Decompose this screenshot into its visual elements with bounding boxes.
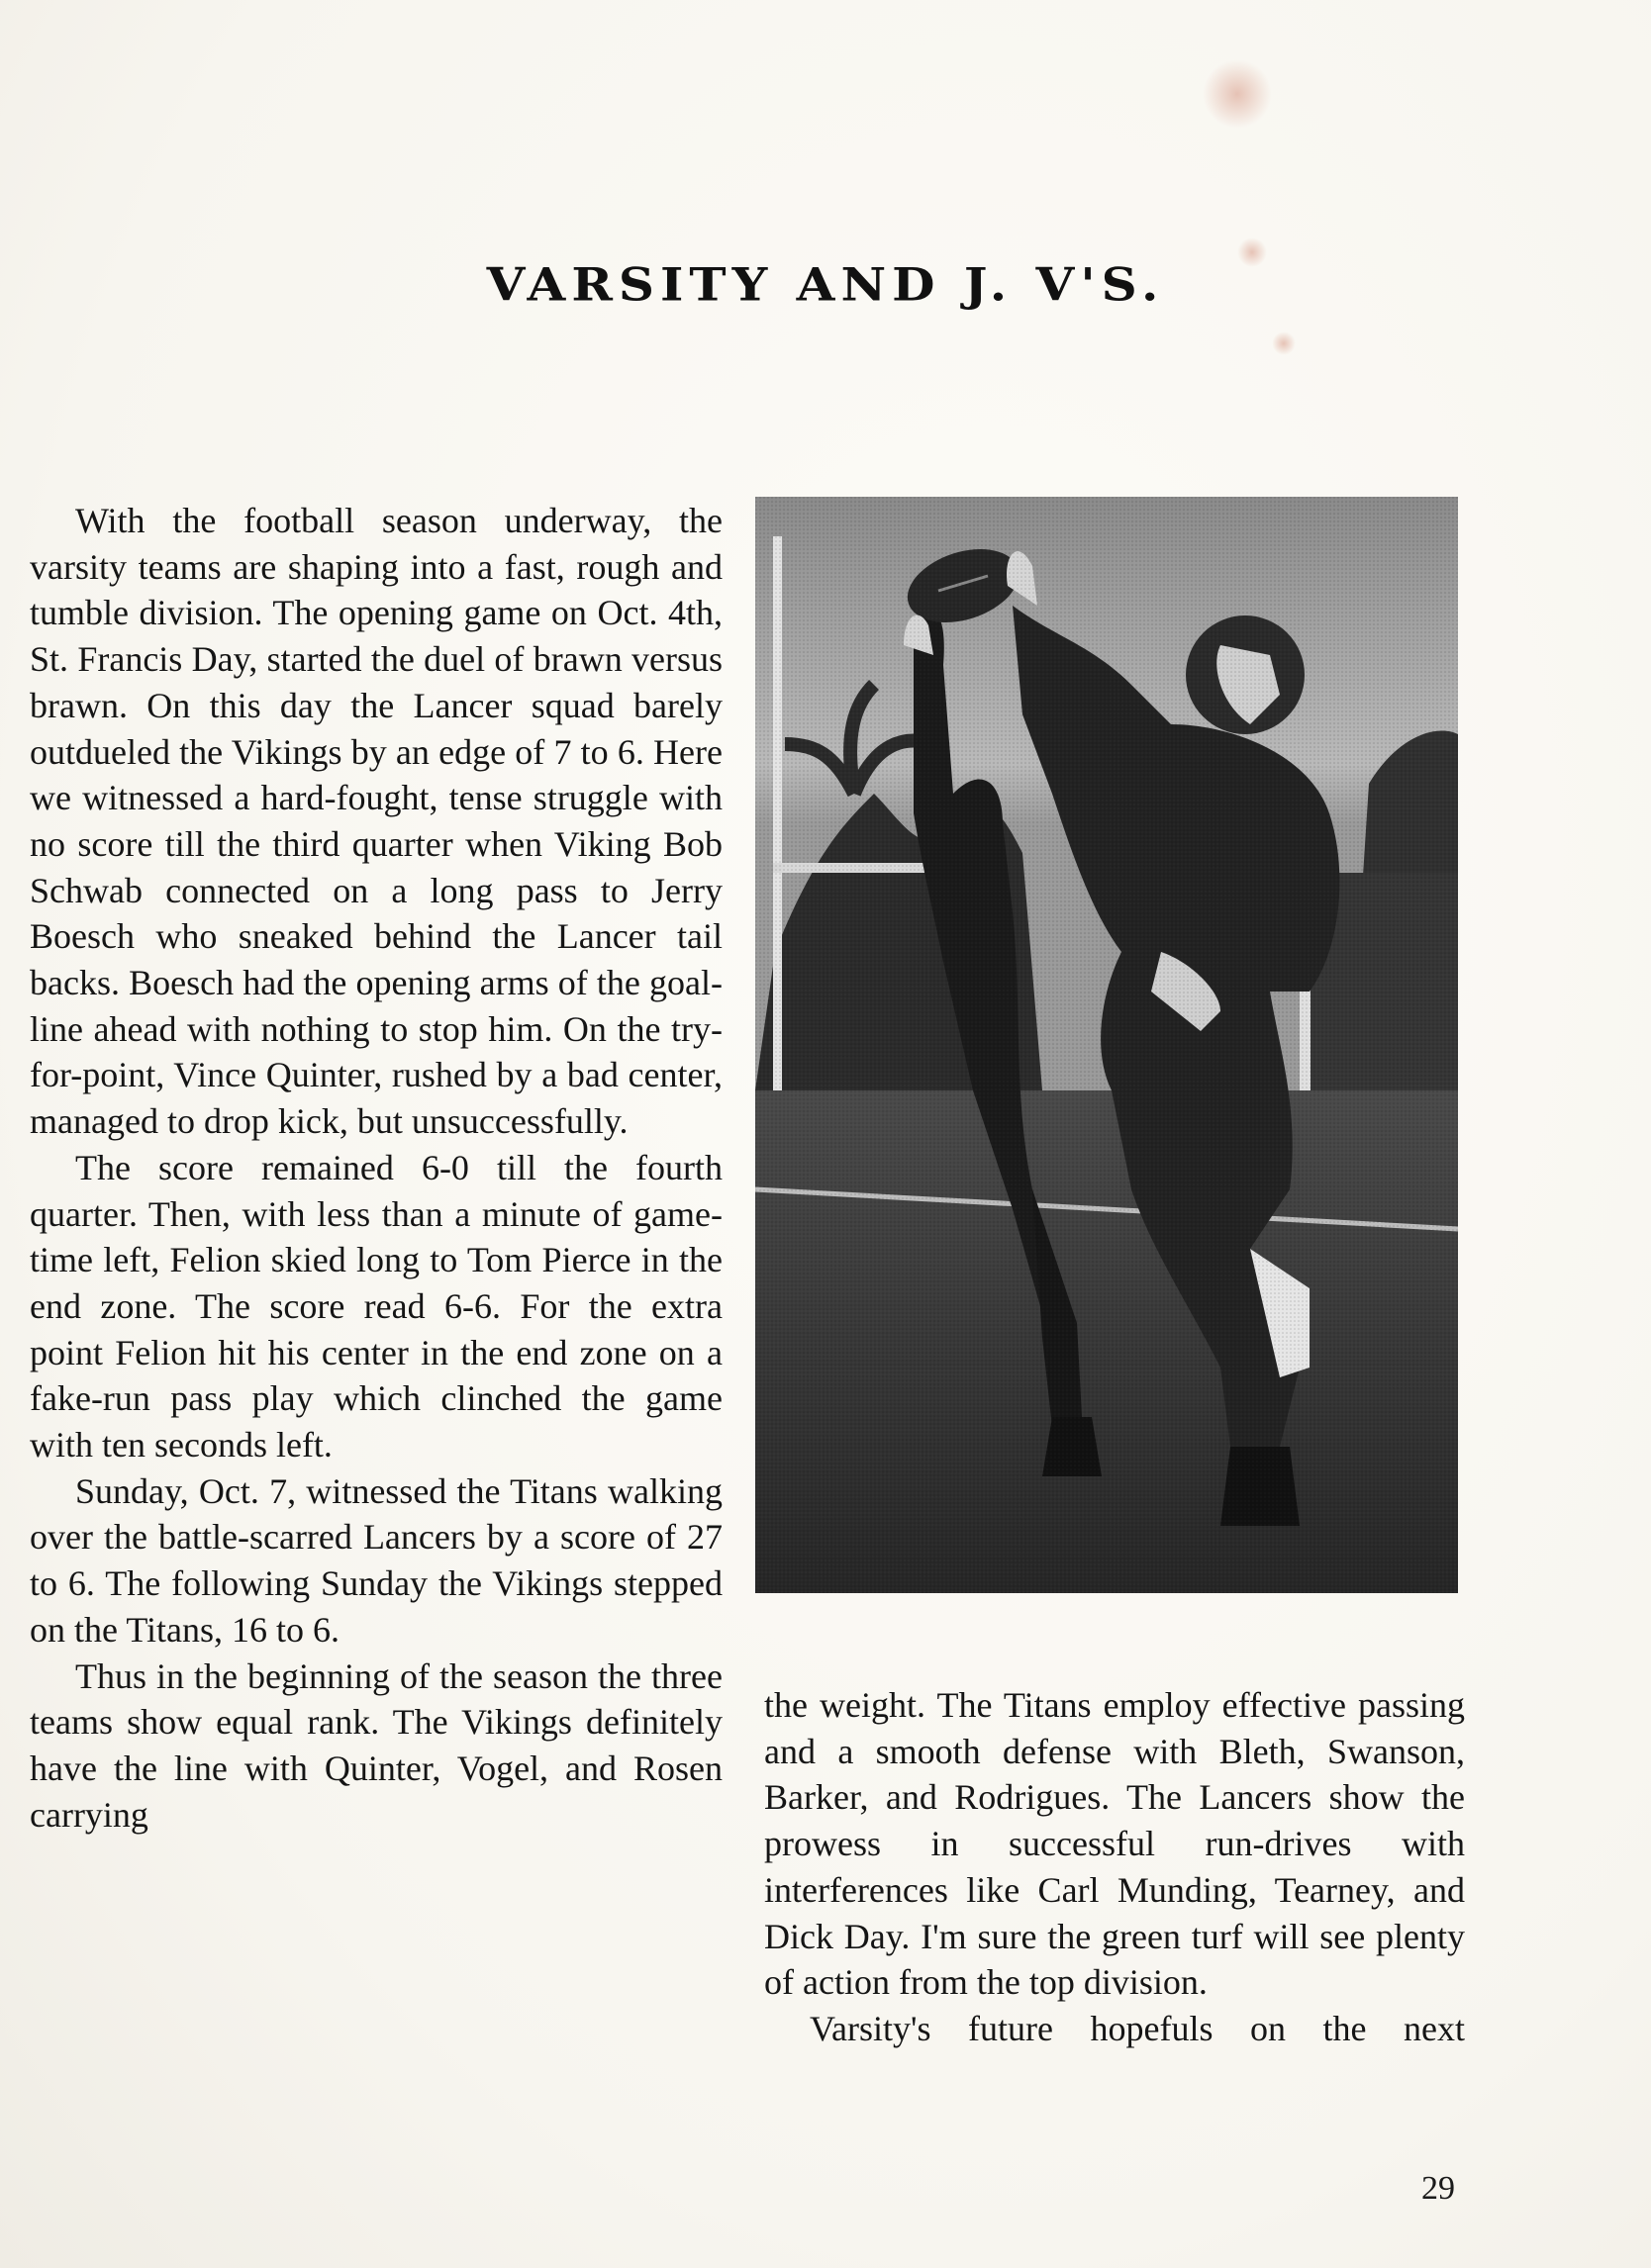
article-paragraph: the weight. The Titans employ effective passing and a smooth defense with Bleth, Swanson, Barker, and Rodrigues. The Lancers show the prowess in successful run-drives with interferences like Carl Munding, Tearney, and Dick Day. I'm sure the green turf will see plenty of action from the top division.	[764, 1685, 1465, 2003]
show-through-text	[20, 139, 556, 185]
page-number: 29	[1421, 2170, 1455, 2207]
article-left-column	[30, 498, 723, 1838]
paper-stain	[1272, 331, 1296, 355]
article-paragraph: With the football season underway, the varsity teams are shaping into a fast, rough and tumble division. The opening game on Oct. 4th, St. Francis Day, started the duel of brawn versus brawn. On this day the Lancer squad barely outdueled the Vikings by an edge of 7 to 6. Here we witnessed a hard-fought, tense struggle with no score till the third quarter when Viking Bob Schwab connected on a long pass to Jerry Boesch who sneaked behind the Lancer tail backs. Boesch had the opening arms of the goal-line ahead with nothing to stop him. On the try-for-point, Vince Quinter, rushed by a bad center, managed to drop kick, but unsuccessfully.	[30, 501, 723, 1142]
article-paragraph: Thus in the beginning of the season the three teams show equal rank. The Vikings definitely have the line with Quinter, Vogel, and Rosen carrying	[30, 1655, 723, 1835]
paper-stain	[1203, 59, 1272, 129]
article-paragraph: The score remained 6-0 till the fourth quarter. Then, with less than a minute of game-time left, Felion skied long to Tom Pierce in the end zone. The score read 6-6. For the extra point Felion hit his center in the end zone on a fake-run pass play which clinched the game with ten seconds left.	[30, 1147, 723, 1465]
football-players-catching-photo-icon	[755, 497, 1458, 1593]
article-paragraph: Sunday, Oct. 7, witnessed the Titans walking over the battle-scarred Lancers by a score of 27 to 6. The following Sunday the Vikings stepped on the Titans, 16 to 6.	[30, 1470, 723, 1650]
football-photo	[755, 497, 1458, 1593]
article-right-column	[764, 1682, 1465, 2052]
page-title: VARSITY AND J. V'S.	[486, 257, 1165, 312]
article-paragraph: Varsity's future hopefuls on the next	[810, 2008, 1465, 2048]
